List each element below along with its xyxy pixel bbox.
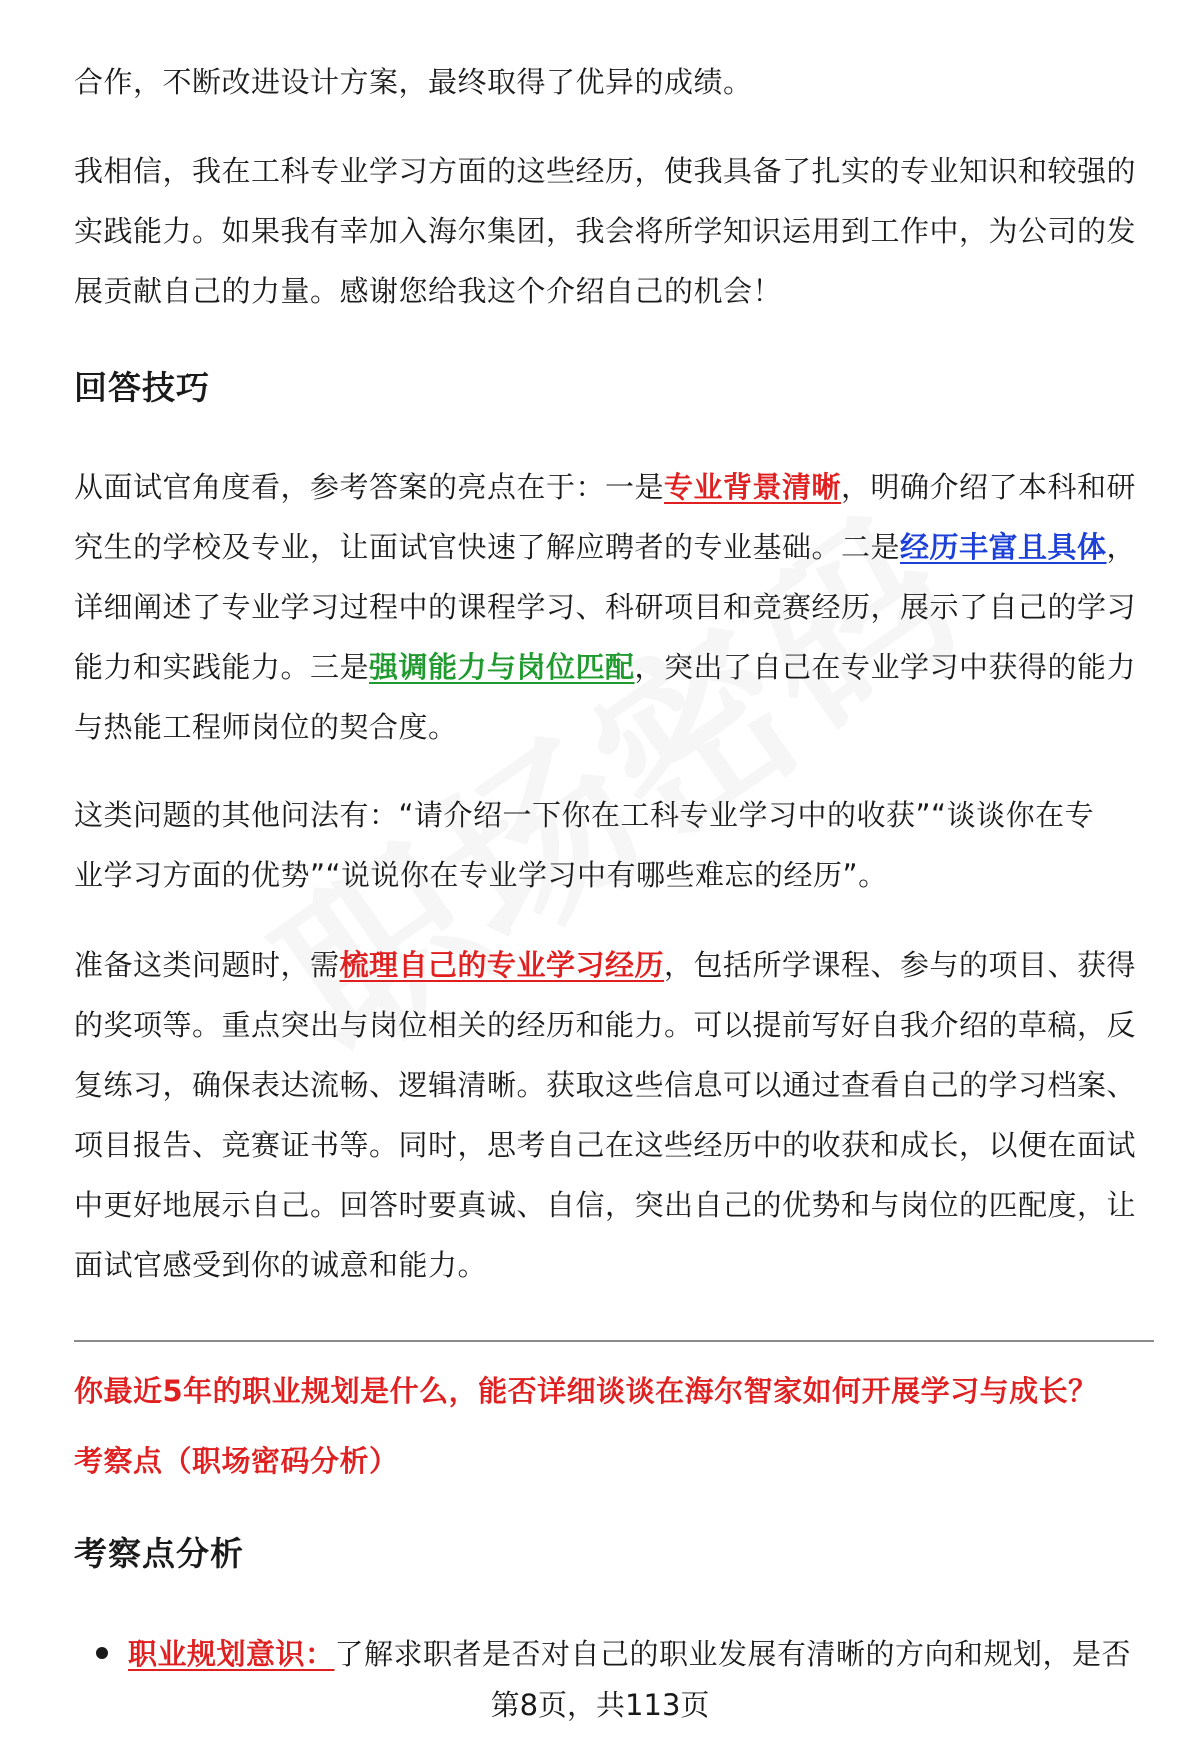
- paragraph-alternative-questions: 这类问题的其他问法有：“请介绍一下你在工科专业学习中的收获”“谈谈你在专 业学习方面的优势”“说说你在专业学习中有哪些难忘的经历”。: [74, 798, 1095, 892]
- heading-answer-tips: 回答技巧: [74, 368, 210, 407]
- page-indicator: 第8页，共113页: [490, 1688, 710, 1722]
- paragraph-intro-end: 合作，不断改进设计方案，最终取得了优异的成绩。: [74, 65, 753, 99]
- highlight-rich-experience: 经历丰富且具体: [900, 530, 1107, 564]
- section-divider: [74, 1340, 1154, 1342]
- bullet-icon: [96, 1647, 108, 1659]
- paragraph-conclusion: 我相信，我在工科专业学习方面的这些经历，使我具备了扎实的专业知识和较强的 实践能力。如果我有幸加入海尔集团，我会将所学知识运用到工作中，为公司的发 展贡献自己的力量。感谢您给我这个介绍自己的机会！: [74, 154, 1137, 308]
- highlight-ability-match: 强调能力与岗位匹配: [369, 650, 635, 684]
- question-title: 你最近5年的职业规划是什么，能否详细谈谈在海尔智家如何开展学习与成长？: [74, 1374, 1098, 1408]
- heading-analysis: 考察点分析: [74, 1534, 244, 1573]
- list-item: [96, 1624, 1156, 1684]
- bullet-label: 职业规划意识：: [128, 1637, 335, 1671]
- question-subtitle: 考察点（职场密码分析）: [74, 1444, 399, 1478]
- paragraph-preparation: 准备这类问题时，需梳理自己的专业学习经历，包括所学课程、参与的项目、获得 的奖项等。重点突出与岗位相关的经历和能力。可以提前写好自我介绍的草稿，反 复练习，确保表达流畅、逻辑清晰。获取这些信息可以通过查看自己的学习档案、 项目报告、竞赛证书等。同时，思考自己在这些经历中的收获和成长，以便在面试 中更好地展示自己。回答时要真诚、自信，突出自己的优势和与岗位的匹配度，让 面试官感受到你的诚意和能力。: [74, 948, 1137, 1282]
- bullet-text: 了解求职者是否对自己的职业发展有清晰的方向和规划，是否: [334, 1637, 1132, 1671]
- paragraph-highlights: 从面试官角度看，参考答案的亮点在于：一是专业背景清晰，明确介绍了本科和研 究生的学校及专业，让面试官快速了解应聘者的专业基础。二是经历丰富且具体， 详细阐述了专业学习过程中的课程学习、科研项目和竞赛经历，展示了自己的学习 能力和实践能力。三是强调能力与岗位匹配，突出了自己在专业学习中获得的能力 与热能工程师岗位的契合度。: [74, 470, 1137, 744]
- highlight-professional-background: 专业背景清晰: [664, 470, 842, 504]
- highlight-review-experience: 梳理自己的专业学习经历: [339, 948, 665, 982]
